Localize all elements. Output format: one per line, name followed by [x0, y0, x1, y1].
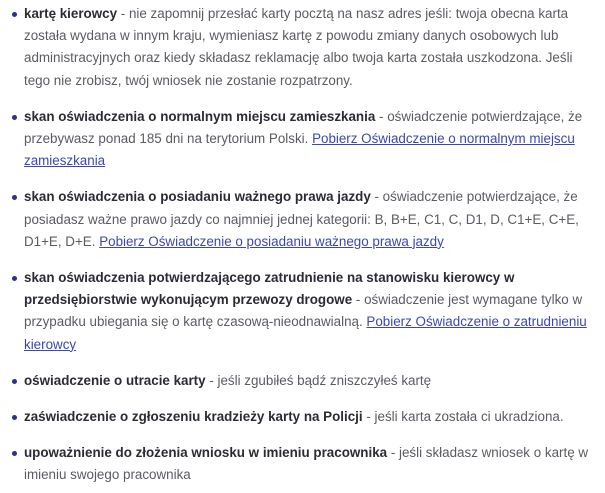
item-separator: -	[117, 6, 129, 21]
list-item-driver-card	[0, 3, 605, 92]
item-separator: -	[370, 189, 383, 205]
bullet-icon	[12, 415, 17, 420]
item-separator: -	[205, 372, 218, 388]
item-term: skan oświadczenia o posiadaniu ważnego prawa jazdy	[24, 189, 371, 205]
list-item-employee-authorization	[0, 442, 605, 486]
bullet-icon	[12, 276, 17, 281]
bullet-icon	[12, 115, 17, 120]
item-description: nie zapomnij przesłać karty pocztą na nasz adres jeśli: twoja obecna karta została wydana w innym kraju, wymieniasz kartę z powodu zmiany danych osobowych lub administracyjnych oraz kiedy składasz reklamację albo twoja karta została uszkodzona. Jeśli tego nie zrobisz, twój wniosek nie zostanie rozpatrzony.	[24, 6, 573, 88]
item-term: upoważnienie do złożenia wniosku w imieniu pracownika	[24, 445, 388, 461]
list-item-residence-statement	[0, 106, 605, 173]
item-separator: -	[362, 409, 375, 425]
item-separator: -	[387, 445, 399, 461]
list-item-theft-report	[0, 406, 605, 428]
item-description: jeśli zgubiłeś bądź zniszczyłeś kartę	[217, 372, 432, 388]
list-item-employment-statement	[0, 267, 605, 356]
item-term: skan oświadczenia o normalnym miejscu zamieszkania	[24, 108, 376, 124]
list-item-card-loss-statement	[0, 370, 605, 392]
item-term: skan oświadczenia potwierdzającego zatrudnienie na stanowisku kierowcy w przedsiębiorstwie wykonującym przewozy drogowe	[24, 270, 515, 308]
item-term: oświadczenie o utracie karty	[24, 372, 206, 388]
item-description: oświadczenie jest wymagane tylko w przypadku ubiegania się o kartę czasową-nieodnawialną.	[24, 292, 583, 330]
item-separator: -	[375, 108, 388, 124]
download-residence-statement-link[interactable]: Pobierz Oświadczenie o normalnym miejscu zamieszkania	[24, 131, 575, 169]
bullet-icon	[12, 195, 17, 200]
item-description: jeśli składasz wniosek o kartę w imieniu swojego pracownika	[24, 445, 589, 483]
bullet-icon	[12, 12, 17, 17]
item-term: zaświadczenie o zgłoszeniu kradzieży karty na Policji	[24, 409, 363, 425]
item-separator: -	[352, 292, 365, 308]
download-employment-statement-link[interactable]: Pobierz Oświadczenie o zatrudnieniu kierowcy	[24, 314, 587, 352]
item-description: oświadczenie potwierdzające, że przebywasz ponad 185 dni na terytorium Polski.	[24, 108, 583, 147]
download-license-statement-link[interactable]: Pobierz Oświadczenie o posiadaniu ważnego prawa jazdy	[99, 233, 444, 249]
bullet-icon	[12, 379, 17, 384]
bullet-icon	[12, 451, 17, 456]
item-description: oświadczenie potwierdzające, że posiadasz ważne prawo jazdy co najmniej jednej kategorii: B, B+E, C1, C, D1, D, C1+E, C+E, D1+E, D+E.	[24, 189, 579, 249]
item-term: kartę kierowcy	[24, 6, 118, 21]
list-item-license-statement	[0, 186, 605, 253]
item-description: jeśli karta została ci ukradziona.	[374, 409, 564, 425]
